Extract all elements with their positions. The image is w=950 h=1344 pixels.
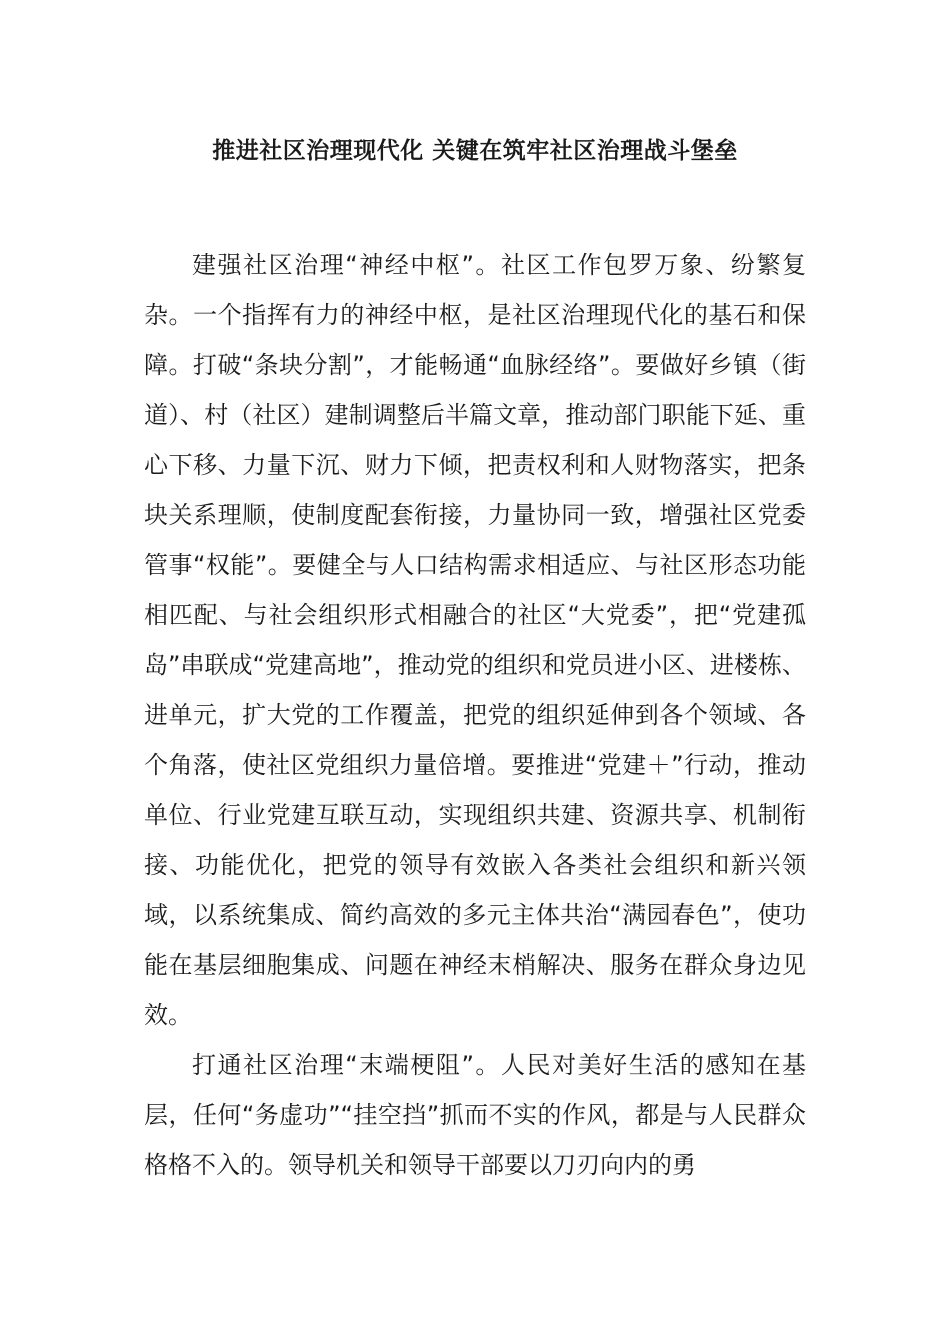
document-title: 推进社区治理现代化 关键在筑牢社区治理战斗堡垒 <box>212 138 738 164</box>
paragraph-1: 建强社区治理“神经中枢”。社区工作包罗万象、纷繁复杂。一个指挥有力的神经中枢，是社区治理现代化的基石和保障。打破“条块分割”，才能畅通“血脉经络”。要做好乡镇（街道）、村（社区）建制调整后半篇文章，推动部门职能下延、重心下移、力量下沉、财力下倾，把责权利和人财物落实，把条块关系理顺，使制度配套衔接，力量协同一致，增强社区党委管事“权能”。要健全与人口结构需求相适应、与社区形态功能相匹配、与社会组织形式相融合的社区“大党委”，把“党建孤岛”串联成“党建高地”，推动党的组织和党员进小区、进楼栋、进单元，扩大党的工作覆盖，把党的组织延伸到各个领域、各个角落，使社区党组织力量倍增。要推进“党建＋”行动，推动单位、行业党建互联互动，实现组织共建、资源共享、机制衔接、功能优化，把党的领导有效嵌入各类社会组织和新兴领域，以系统集成、简约高效的多元主体共治“满园春色”，使功能在基层细胞集成、问题在神经末梢解决、服务在群众身边见效。 <box>144 251 806 1029</box>
document-body <box>144 240 806 1190</box>
paragraph-2: 打通社区治理“末端梗阻”。人民对美好生活的感知在基层，任何“务虚功”“挂空挡”抓而不实的作风，都是与人民群众格格不入的。领导机关和领导干部要以刀刃向内的勇 <box>144 1051 806 1179</box>
